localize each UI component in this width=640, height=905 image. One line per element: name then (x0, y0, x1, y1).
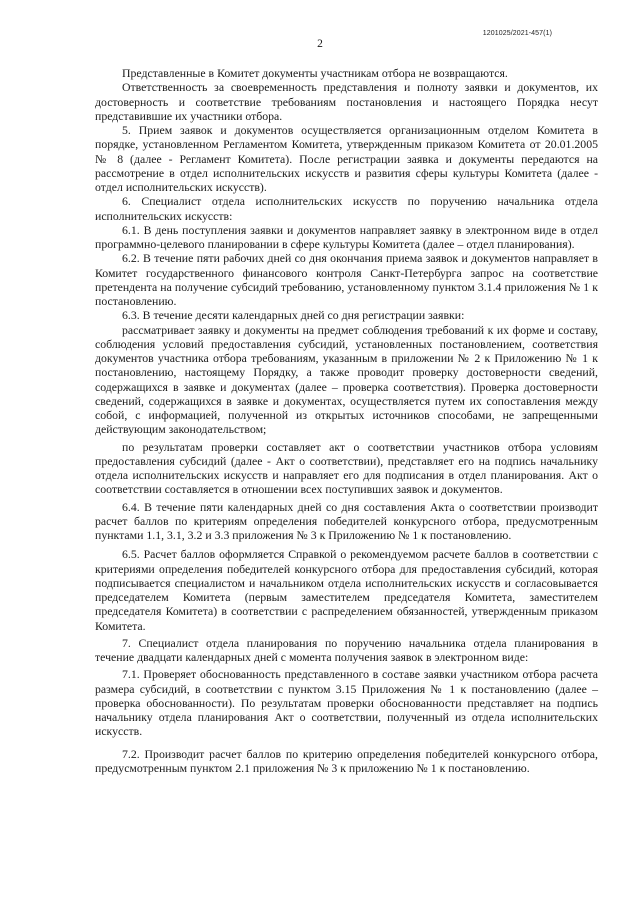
paragraph: 7.1. Проверяет обоснованность представленного в составе заявки участником отбора расчета размера субсидий, в соответствии с пунктом 3.15 Приложения № 1 к постановлению (далее – проверка обоснованности). По результатам проверки обоснованности представляет на подпись начальнику отдела планирования Акт о соответствии, полученный из отдела исполнительских искусств. (95, 667, 598, 739)
paragraph: 6.5. Расчет баллов оформляется Справкой о рекомендуемом расчете баллов в соответствии с критериями определения победителей конкурсного отбора для предоставления субсидий, которая подписывается специалистом и начальником отдела исполнительских искусств и согласовывается председателем Комитета (первым заместителем председателя Комитета, заместителем председателя Комитета) в соответствии с распределением обязанностей, утвержденным приказом Комитета. (95, 547, 598, 633)
document-body (95, 66, 598, 775)
paragraph: 7. Специалист отдела планирования по поручению начальника отдела планирования в течение двадцати календарных дней с момента получения заявок в электронном виде: (95, 635, 598, 664)
paragraph: 6. Специалист отдела исполнительских искусств по поручению начальника отдела исполнительских искусств: (95, 194, 598, 223)
paragraph: 6.4. В течение пяти календарных дней со дня составления Акта о соответствии производит расчет баллов по критериям определения победителей конкурсного отбора, предусмотренным пунктами 1.1, 3.1, 3.2 и 3.3 приложения № 3 к Приложению № 1 к постановлению. (95, 499, 598, 542)
paragraph: Представленные в Комитет документы участникам отбора не возвращаются. (122, 66, 508, 80)
paragraph: рассматривает заявку и документы на предмет соблюдения требований к их форме и составу, соблюдения условий предоставления субсидий, установленных постановлением, соответствия документов участника отбора требованиям, указанным в приложении № 2 к Приложению № 1 к постановлению, настоящему Порядку, а также проводит проверку достоверности сведений, содержащихся в заявке и документах (далее – проверка соответствия). Проверка достоверности сведений, содержащихся в заявке и документах, осуществляется путем их сопоставления между собой, с информацией, полученной из открытых источников способами, не запрещенными действующим законодательством; (95, 322, 598, 437)
page-number: 2 (317, 38, 323, 50)
document-id: 1201025/2021-457(1) (482, 30, 552, 37)
paragraph: 6.2. В течение пяти рабочих дней со дня окончания приема заявок и документов направляет в Комитет государственного финансового контроля Санкт-Петербурга запрос на соответствие претендента на получение субсидий требованию, установленному пунктом 3.1.4 приложения № 1 к постановлению. (95, 251, 598, 308)
paragraph: Ответственность за своевременность представления и полноту заявки и документов, их достоверность и соответствие требованиям постановления и настоящего Порядка несут представившие их участники отбора. (95, 80, 598, 123)
paragraph: 6.1. В день поступления заявки и документов направляет заявку в электронном виде в отдел программно-целевого планировании в сфере культуры Комитета (далее – отдел планирования). (95, 222, 598, 251)
paragraph: 5. Прием заявок и документов осуществляется организационным отделом Комитета в порядке, установленном Регламентом Комитета, утвержденным приказом Комитета от 20.01.2005 № 8 (далее - Регламент Комитета). После регистрации заявка и документы передаются на рассмотрение в отдел исполнительских искусств и развития сферы культуры Комитета (далее - отдел исполнительских искусств). (95, 123, 598, 194)
paragraph: по результатам проверки составляет акт о соответствии участников отбора условиям предоставления субсидий (далее - Акт о соответствии), представляет его на подпись начальнику отдела исполнительских искусств и направляет его для подписания в отдел планирования. Акт о соответствии составляется в отношении всех поступивших заявок и документов. (95, 439, 598, 497)
paragraph: 7.2. Производит расчет баллов по критерию определения победителей конкурсного отбора, предусмотренным пунктом 2.1 приложения № 3 к приложению № 1 к постановлению. (95, 746, 598, 775)
paragraph: 6.3. В течение десяти календарных дней со дня регистрации заявки: (122, 308, 465, 323)
